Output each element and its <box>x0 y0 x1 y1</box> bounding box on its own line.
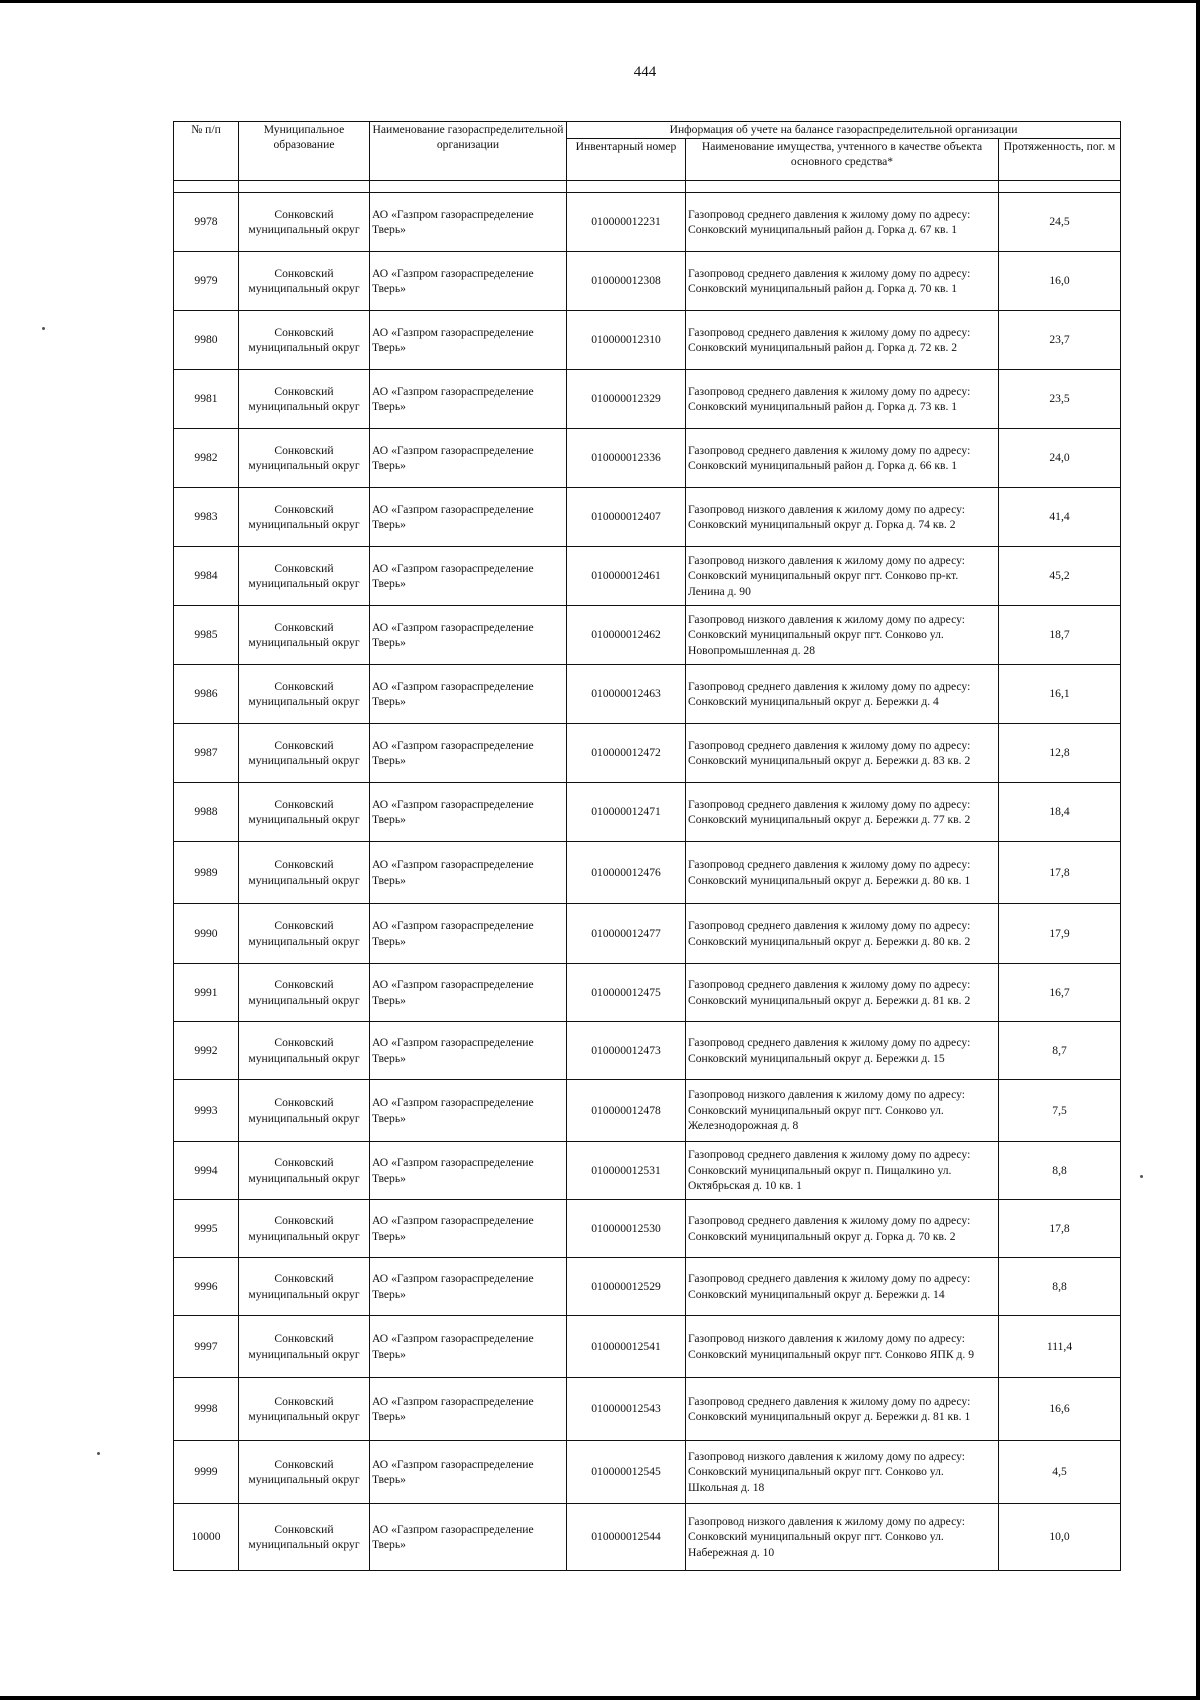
table-row <box>174 1441 1121 1504</box>
header-municipality: Муниципальное образование <box>239 122 370 181</box>
row-municipality: Сонковский муниципальный округ <box>239 429 370 488</box>
row-length: 16,1 <box>999 665 1121 724</box>
row-municipality: Сонковский муниципальный округ <box>239 904 370 964</box>
row-inventory-number: 010000012462 <box>567 606 686 665</box>
table-row <box>174 724 1121 783</box>
table-row <box>174 370 1121 429</box>
row-property-name: Газопровод низкого давления к жилому дому по адресу: Сонковский муниципальный округ пгт. Сонково ул. Набережная д. 10 <box>686 1504 999 1571</box>
table-row <box>174 547 1121 606</box>
header-balance-info-group: Информация об учете на балансе газораспределительной организации <box>567 122 1121 139</box>
row-inventory-number: 010000012407 <box>567 488 686 547</box>
row-organization: АО «Газпром газораспределение Тверь» <box>370 1378 567 1441</box>
scan-speck <box>97 1452 100 1455</box>
row-property-name: Газопровод низкого давления к жилому дому по адресу: Сонковский муниципальный округ д. Горка д. 74 кв. 2 <box>686 488 999 547</box>
row-property-name: Газопровод среднего давления к жилому дому по адресу: Сонковский муниципальный округ п. Пищалкино ул. Октябрьская д. 10 кв. 1 <box>686 1142 999 1200</box>
row-length: 10,0 <box>999 1504 1121 1571</box>
row-number: 9997 <box>174 1316 239 1378</box>
row-property-name: Газопровод среднего давления к жилому дому по адресу: Сонковский муниципальный округ д. Бережки д. 80 кв. 2 <box>686 904 999 964</box>
table-row <box>174 1080 1121 1142</box>
table-row <box>174 1316 1121 1378</box>
row-property-name: Газопровод среднего давления к жилому дому по адресу: Сонковский муниципальный район д. Горка д. 66 кв. 1 <box>686 429 999 488</box>
row-inventory-number: 010000012530 <box>567 1200 686 1258</box>
row-organization: АО «Газпром газораспределение Тверь» <box>370 1316 567 1378</box>
table-row <box>174 429 1121 488</box>
row-number: 9996 <box>174 1258 239 1316</box>
row-length: 24,0 <box>999 429 1121 488</box>
row-number: 9995 <box>174 1200 239 1258</box>
row-inventory-number: 010000012541 <box>567 1316 686 1378</box>
table-row <box>174 606 1121 665</box>
row-municipality: Сонковский муниципальный округ <box>239 1142 370 1200</box>
row-municipality: Сонковский муниципальный округ <box>239 665 370 724</box>
table-row <box>174 783 1121 842</box>
row-number: 9986 <box>174 665 239 724</box>
table-row <box>174 1378 1121 1441</box>
row-number: 9994 <box>174 1142 239 1200</box>
table-row <box>174 964 1121 1022</box>
table-row <box>174 665 1121 724</box>
row-organization: АО «Газпром газораспределение Тверь» <box>370 783 567 842</box>
row-number: 9983 <box>174 488 239 547</box>
row-length: 4,5 <box>999 1441 1121 1504</box>
row-number: 9999 <box>174 1441 239 1504</box>
row-municipality: Сонковский муниципальный округ <box>239 252 370 311</box>
row-number: 9978 <box>174 193 239 252</box>
row-length: 8,8 <box>999 1258 1121 1316</box>
row-organization: АО «Газпром газораспределение Тверь» <box>370 842 567 904</box>
scan-speck <box>1140 1175 1143 1178</box>
row-organization: АО «Газпром газораспределение Тверь» <box>370 252 567 311</box>
row-length: 16,7 <box>999 964 1121 1022</box>
row-inventory-number: 010000012308 <box>567 252 686 311</box>
row-number: 9981 <box>174 370 239 429</box>
row-organization: АО «Газпром газораспределение Тверь» <box>370 665 567 724</box>
row-length: 16,0 <box>999 252 1121 311</box>
row-organization: АО «Газпром газораспределение Тверь» <box>370 964 567 1022</box>
row-organization: АО «Газпром газораспределение Тверь» <box>370 1200 567 1258</box>
row-length: 16,6 <box>999 1378 1121 1441</box>
row-number: 10000 <box>174 1504 239 1571</box>
header-number: № п/п <box>174 122 239 181</box>
row-organization: АО «Газпром газораспределение Тверь» <box>370 1504 567 1571</box>
row-length: 23,7 <box>999 311 1121 370</box>
row-number: 9993 <box>174 1080 239 1142</box>
row-number: 9982 <box>174 429 239 488</box>
row-municipality: Сонковский муниципальный округ <box>239 547 370 606</box>
row-organization: АО «Газпром газораспределение Тверь» <box>370 311 567 370</box>
scan-bottom-edge <box>0 1696 1200 1700</box>
row-inventory-number: 010000012231 <box>567 193 686 252</box>
row-inventory-number: 010000012543 <box>567 1378 686 1441</box>
header-spacer-row <box>174 181 1121 193</box>
row-inventory-number: 010000012478 <box>567 1080 686 1142</box>
row-number: 9985 <box>174 606 239 665</box>
row-property-name: Газопровод среднего давления к жилому дому по адресу: Сонковский муниципальный район д. Горка д. 67 кв. 1 <box>686 193 999 252</box>
row-organization: АО «Газпром газораспределение Тверь» <box>370 429 567 488</box>
row-number: 9984 <box>174 547 239 606</box>
row-inventory-number: 010000012310 <box>567 311 686 370</box>
row-inventory-number: 010000012545 <box>567 1441 686 1504</box>
table-row <box>174 1022 1121 1080</box>
table-row <box>174 1504 1121 1571</box>
row-property-name: Газопровод среднего давления к жилому дому по адресу: Сонковский муниципальный район д. Горка д. 70 кв. 1 <box>686 252 999 311</box>
row-inventory-number: 010000012329 <box>567 370 686 429</box>
table-row <box>174 904 1121 964</box>
row-length: 12,8 <box>999 724 1121 783</box>
scan-top-edge <box>0 0 1200 3</box>
row-number: 9991 <box>174 964 239 1022</box>
row-organization: АО «Газпром газораспределение Тверь» <box>370 1080 567 1142</box>
row-length: 45,2 <box>999 547 1121 606</box>
row-property-name: Газопровод низкого давления к жилому дому по адресу: Сонковский муниципальный округ пгт. Сонково ЯПК д. 9 <box>686 1316 999 1378</box>
row-length: 7,5 <box>999 1080 1121 1142</box>
row-inventory-number: 010000012475 <box>567 964 686 1022</box>
table-row <box>174 488 1121 547</box>
table-body <box>174 193 1121 1571</box>
row-inventory-number: 010000012477 <box>567 904 686 964</box>
table-row <box>174 1258 1121 1316</box>
row-municipality: Сонковский муниципальный округ <box>239 1200 370 1258</box>
row-property-name: Газопровод среднего давления к жилому дому по адресу: Сонковский муниципальный округ д. Бережки д. 77 кв. 2 <box>686 783 999 842</box>
row-number: 9990 <box>174 904 239 964</box>
row-organization: АО «Газпром газораспределение Тверь» <box>370 370 567 429</box>
row-property-name: Газопровод среднего давления к жилому дому по адресу: Сонковский муниципальный округ д. Бережки д. 83 кв. 2 <box>686 724 999 783</box>
row-municipality: Сонковский муниципальный округ <box>239 1258 370 1316</box>
row-organization: АО «Газпром газораспределение Тверь» <box>370 724 567 783</box>
row-property-name: Газопровод среднего давления к жилому дому по адресу: Сонковский муниципальный округ д. Горка д. 70 кв. 2 <box>686 1200 999 1258</box>
header-property-name: Наименование имущества, учтенного в качестве объекта основного средства* <box>686 139 999 181</box>
row-property-name: Газопровод среднего давления к жилому дому по адресу: Сонковский муниципальный округ д. Бережки д. 81 кв. 1 <box>686 1378 999 1441</box>
table-row <box>174 1142 1121 1200</box>
row-organization: АО «Газпром газораспределение Тверь» <box>370 488 567 547</box>
row-length: 23,5 <box>999 370 1121 429</box>
row-organization: АО «Газпром газораспределение Тверь» <box>370 547 567 606</box>
row-municipality: Сонковский муниципальный округ <box>239 606 370 665</box>
row-property-name: Газопровод среднего давления к жилому дому по адресу: Сонковский муниципальный округ д. Бережки д. 4 <box>686 665 999 724</box>
table-header <box>174 122 1121 193</box>
row-municipality: Сонковский муниципальный округ <box>239 1504 370 1571</box>
row-length: 8,7 <box>999 1022 1121 1080</box>
row-municipality: Сонковский муниципальный округ <box>239 193 370 252</box>
row-inventory-number: 010000012544 <box>567 1504 686 1571</box>
row-municipality: Сонковский муниципальный округ <box>239 1378 370 1441</box>
table-row <box>174 1200 1121 1258</box>
row-property-name: Газопровод среднего давления к жилому дому по адресу: Сонковский муниципальный район д. Горка д. 73 кв. 1 <box>686 370 999 429</box>
row-municipality: Сонковский муниципальный округ <box>239 311 370 370</box>
row-municipality: Сонковский муниципальный округ <box>239 724 370 783</box>
row-inventory-number: 010000012463 <box>567 665 686 724</box>
row-organization: АО «Газпром газораспределение Тверь» <box>370 904 567 964</box>
row-municipality: Сонковский муниципальный округ <box>239 964 370 1022</box>
row-length: 17,8 <box>999 1200 1121 1258</box>
row-organization: АО «Газпром газораспределение Тверь» <box>370 606 567 665</box>
row-length: 17,9 <box>999 904 1121 964</box>
row-number: 9992 <box>174 1022 239 1080</box>
row-length: 18,7 <box>999 606 1121 665</box>
gas-pipeline-register-table <box>173 121 1121 1571</box>
row-municipality: Сонковский муниципальный округ <box>239 488 370 547</box>
header-organization: Наименование газораспределительной организации <box>370 122 567 181</box>
row-property-name: Газопровод низкого давления к жилому дому по адресу: Сонковский муниципальный округ пгт. Сонково ул. Школьная д. 18 <box>686 1441 999 1504</box>
row-number: 9979 <box>174 252 239 311</box>
row-inventory-number: 010000012336 <box>567 429 686 488</box>
row-length: 111,4 <box>999 1316 1121 1378</box>
row-property-name: Газопровод среднего давления к жилому дому по адресу: Сонковский муниципальный округ д. Бережки д. 81 кв. 2 <box>686 964 999 1022</box>
row-number: 9989 <box>174 842 239 904</box>
row-municipality: Сонковский муниципальный округ <box>239 783 370 842</box>
row-organization: АО «Газпром газораспределение Тверь» <box>370 1441 567 1504</box>
row-length: 8,8 <box>999 1142 1121 1200</box>
row-property-name: Газопровод низкого давления к жилому дому по адресу: Сонковский муниципальный округ пгт. Сонково ул. Железнодорожная д. 8 <box>686 1080 999 1142</box>
row-inventory-number: 010000012476 <box>567 842 686 904</box>
row-property-name: Газопровод среднего давления к жилому дому по адресу: Сонковский муниципальный округ д. Бережки д. 15 <box>686 1022 999 1080</box>
row-municipality: Сонковский муниципальный округ <box>239 1441 370 1504</box>
row-number: 9988 <box>174 783 239 842</box>
row-length: 24,5 <box>999 193 1121 252</box>
row-municipality: Сонковский муниципальный округ <box>239 1022 370 1080</box>
row-inventory-number: 010000012531 <box>567 1142 686 1200</box>
scan-speck <box>42 327 45 330</box>
row-inventory-number: 010000012461 <box>567 547 686 606</box>
row-organization: АО «Газпром газораспределение Тверь» <box>370 1258 567 1316</box>
row-inventory-number: 010000012473 <box>567 1022 686 1080</box>
row-organization: АО «Газпром газораспределение Тверь» <box>370 1142 567 1200</box>
row-organization: АО «Газпром газораспределение Тверь» <box>370 1022 567 1080</box>
row-inventory-number: 010000012529 <box>567 1258 686 1316</box>
row-number: 9998 <box>174 1378 239 1441</box>
scan-right-edge <box>1196 0 1200 1700</box>
row-municipality: Сонковский муниципальный округ <box>239 1080 370 1142</box>
table-row <box>174 252 1121 311</box>
row-length: 41,4 <box>999 488 1121 547</box>
table-row <box>174 311 1121 370</box>
table-row <box>174 193 1121 252</box>
row-property-name: Газопровод среднего давления к жилому дому по адресу: Сонковский муниципальный округ д. Бережки д. 14 <box>686 1258 999 1316</box>
row-length: 18,4 <box>999 783 1121 842</box>
row-inventory-number: 010000012472 <box>567 724 686 783</box>
row-length: 17,8 <box>999 842 1121 904</box>
row-municipality: Сонковский муниципальный округ <box>239 1316 370 1378</box>
row-property-name: Газопровод среднего давления к жилому дому по адресу: Сонковский муниципальный округ д. Бережки д. 80 кв. 1 <box>686 842 999 904</box>
row-municipality: Сонковский муниципальный округ <box>239 842 370 904</box>
row-number: 9987 <box>174 724 239 783</box>
header-length: Протяженность, пог. м <box>999 139 1121 181</box>
table-row <box>174 842 1121 904</box>
row-inventory-number: 010000012471 <box>567 783 686 842</box>
row-number: 9980 <box>174 311 239 370</box>
header-inventory-number: Инвентарный номер <box>567 139 686 181</box>
row-property-name: Газопровод низкого давления к жилому дому по адресу: Сонковский муниципальный округ пгт. Сонково ул. Новопромышленная д. 28 <box>686 606 999 665</box>
row-municipality: Сонковский муниципальный округ <box>239 370 370 429</box>
page-number: 444 <box>633 64 657 80</box>
row-property-name: Газопровод низкого давления к жилому дому по адресу: Сонковский муниципальный округ пгт. Сонково пр-кт. Ленина д. 90 <box>686 547 999 606</box>
row-organization: АО «Газпром газораспределение Тверь» <box>370 193 567 252</box>
row-property-name: Газопровод среднего давления к жилому дому по адресу: Сонковский муниципальный район д. Горка д. 72 кв. 2 <box>686 311 999 370</box>
